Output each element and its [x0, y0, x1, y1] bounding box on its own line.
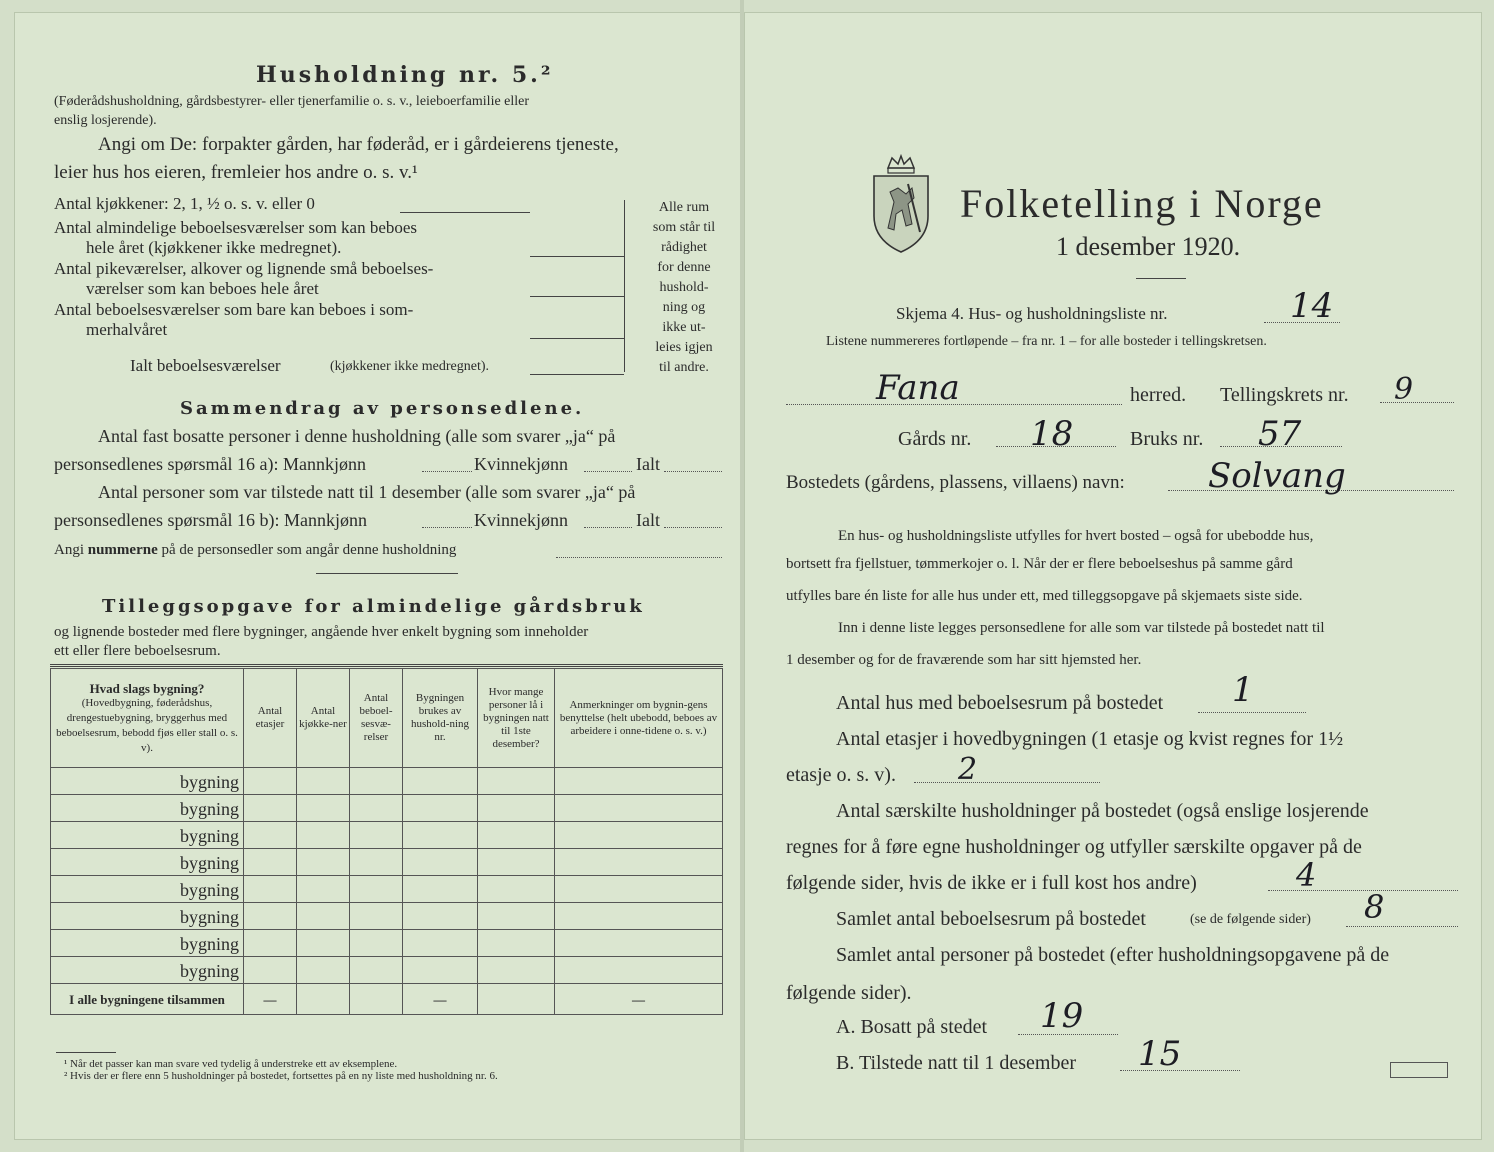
- total-persons[interactable]: [478, 984, 555, 1015]
- building-rooms-cell[interactable]: [350, 849, 403, 876]
- present-total-field[interactable]: [664, 527, 722, 528]
- building-household-no-cell[interactable]: [403, 903, 478, 930]
- herred-value: Fana: [876, 368, 960, 408]
- building-rooms-cell[interactable]: [350, 768, 403, 795]
- rooms-total-value: 8: [1364, 888, 1385, 926]
- building-remarks-cell[interactable]: [555, 957, 723, 984]
- summer-rooms-question-a: Antal beboelsesværelser som bare kan beboes i som-: [54, 300, 414, 319]
- building-row: [51, 822, 723, 849]
- building-persons-cell[interactable]: [478, 795, 555, 822]
- total-rooms-note: (kjøkkener ikke medregnet).: [330, 359, 489, 374]
- building-kitchens-cell[interactable]: [297, 849, 350, 876]
- rooms-question-b: hele året (kjøkkener ikke medregnet).: [86, 238, 342, 257]
- building-row: [51, 768, 723, 795]
- angi-line-2: leier hus hos eieren, fremleier hos andre o. s. v.¹: [54, 162, 418, 183]
- building-floors-cell[interactable]: [244, 795, 297, 822]
- table-total-row: [51, 984, 723, 1015]
- resident-value: 19: [1040, 996, 1084, 1036]
- building-remarks-cell[interactable]: [555, 930, 723, 957]
- supplement-heading: Tilleggsopgave for almindelige gårdsbruk: [102, 596, 645, 617]
- info-para-5: 1 desember og for de fraværende som har sitt hjemsted her.: [786, 652, 1142, 668]
- building-persons-cell[interactable]: [478, 903, 555, 930]
- building-row: [51, 849, 723, 876]
- list-number-value: 14: [1290, 286, 1334, 326]
- info-para-3: utfylles bare én liste for alle hus under ett, med tilleggsopgave på skjemaets siste side.: [786, 588, 1303, 604]
- building-persons-cell[interactable]: [478, 768, 555, 795]
- present-female-field[interactable]: [584, 527, 632, 528]
- total-kitchens[interactable]: [297, 984, 350, 1015]
- resident-total-label: Ialt: [636, 454, 660, 474]
- building-rooms-cell[interactable]: [350, 876, 403, 903]
- present-value: 15: [1138, 1034, 1182, 1074]
- side-note-line: for denne: [657, 260, 711, 275]
- building-floors-cell[interactable]: [244, 849, 297, 876]
- side-note-line: hushold-: [659, 280, 709, 295]
- maid-rooms-answer-line[interactable]: [530, 296, 624, 297]
- building-rooms-cell[interactable]: [350, 903, 403, 930]
- building-kitchens-cell[interactable]: [297, 822, 350, 849]
- maid-rooms-question-b: værelser som kan beboes hele året: [86, 279, 319, 298]
- tellingskrets-value: 9: [1394, 372, 1414, 407]
- summer-rooms-question-b: merhalvåret: [86, 320, 168, 339]
- form-date: 1 desember 1920.: [1056, 232, 1241, 261]
- building-row-label[interactable]: bygning: [51, 822, 244, 849]
- total-rooms[interactable]: [350, 984, 403, 1015]
- rooms-brace: [624, 200, 637, 372]
- footnote-1: ¹ Når det passer kan man svare ved tydelig å understreke ett av eksemplene.: [64, 1058, 398, 1070]
- col-kitchens: Antal kjøkke-ner: [297, 669, 350, 768]
- side-note-line: rådighet: [661, 240, 707, 255]
- present-total-label: Ialt: [636, 510, 660, 530]
- floors-label-1: Antal etasjer i hovedbygningen (1 etasje og kvist regnes for 1½: [836, 728, 1344, 750]
- household-intro-2: enslig losjerende).: [54, 113, 157, 128]
- building-household-no-cell[interactable]: [403, 876, 478, 903]
- printer-stamp: [1390, 1062, 1448, 1078]
- floors-label-2: etasje o. s. v).: [786, 764, 896, 786]
- floors-value: 2: [958, 752, 978, 787]
- households-label-1: Antal særskilte husholdninger på bostedet (også enslige losjerende: [836, 800, 1369, 822]
- households-label-2: regnes for å føre egne husholdninger og utfyller særskilte opgaver på de: [786, 836, 1362, 858]
- building-kitchens-cell[interactable]: [297, 876, 350, 903]
- side-note-line: som står til: [652, 220, 716, 235]
- resident-count-line-a: Antal fast bosatte personer i denne husholdning (alle som svarer „ja“ på: [98, 426, 616, 446]
- building-household-no-cell[interactable]: [403, 822, 478, 849]
- building-row: [51, 957, 723, 984]
- building-persons-cell[interactable]: [478, 930, 555, 957]
- bosted-value: Solvang: [1208, 456, 1346, 496]
- table-top-rule: [50, 664, 723, 667]
- building-row: [51, 795, 723, 822]
- present-label: B. Tilstede natt til 1 desember: [836, 1052, 1076, 1074]
- building-kitchens-cell[interactable]: [297, 795, 350, 822]
- building-row-label[interactable]: bygning: [51, 930, 244, 957]
- bruks-label: Bruks nr.: [1130, 428, 1204, 450]
- resident-label: A. Bosatt på stedet: [836, 1016, 988, 1038]
- households-value: 4: [1296, 856, 1317, 894]
- building-rooms-cell[interactable]: [350, 795, 403, 822]
- form-title: Folketelling i Norge: [960, 181, 1324, 226]
- building-row-label[interactable]: bygning: [51, 876, 244, 903]
- total-household-no: —: [403, 984, 478, 1015]
- building-persons-cell[interactable]: [478, 957, 555, 984]
- building-remarks-cell[interactable]: [555, 903, 723, 930]
- rooms-answer-line[interactable]: [530, 256, 624, 257]
- bosted-label: Bostedets (gårdens, plassens, villaens) navn:: [786, 472, 1125, 493]
- present-female-label: Kvinnekjønn: [474, 510, 568, 530]
- side-note-line: Alle rum: [658, 200, 710, 215]
- floors-field[interactable]: [914, 782, 1100, 783]
- building-row-label[interactable]: bygning: [51, 768, 244, 795]
- total-label: I alle bygningene tilsammen: [51, 984, 244, 1015]
- gards-label: Gårds nr.: [898, 428, 972, 450]
- side-note-line: ikke ut-: [662, 320, 706, 335]
- building-rooms-cell[interactable]: [350, 822, 403, 849]
- building-persons-cell[interactable]: [478, 822, 555, 849]
- building-persons-cell[interactable]: [478, 849, 555, 876]
- building-row-label[interactable]: bygning: [51, 849, 244, 876]
- present-count-line-a: Antal personer som var tilstede natt til 1 desember (alle som svarer „ja“ på: [98, 482, 636, 502]
- col-household-no: Bygningen brukes av hushold-ning nr.: [403, 669, 478, 768]
- resident-female-label: Kvinnekjønn: [474, 454, 568, 474]
- building-household-no-cell[interactable]: [403, 768, 478, 795]
- summer-rooms-answer-line[interactable]: [530, 338, 624, 339]
- present-count-line-b: personsedlenes spørsmål 16 b): Mannkjønn: [54, 510, 367, 530]
- schema-label: Skjema 4. Hus- og husholdningsliste nr.: [896, 304, 1168, 323]
- building-kitchens-cell[interactable]: [297, 930, 350, 957]
- building-row: [51, 876, 723, 903]
- tellingskrets-field[interactable]: [1380, 402, 1454, 403]
- gards-value: 18: [1030, 414, 1074, 454]
- resident-total-field[interactable]: [664, 471, 722, 472]
- building-remarks-cell[interactable]: [555, 849, 723, 876]
- info-para-2: bortsett fra fjellstuer, tømmerkojer o. l. Når der er flere beboelseshus på samme gård: [786, 556, 1293, 572]
- angi-line-1: Angi om De: forpakter gården, har føderåd, er i gårdeierens tjeneste,: [98, 134, 619, 155]
- building-row: [51, 903, 723, 930]
- building-household-no-cell[interactable]: [403, 930, 478, 957]
- building-floors-cell[interactable]: [244, 822, 297, 849]
- total-rooms-answer-line[interactable]: [530, 374, 624, 375]
- title-rule: [1136, 278, 1186, 279]
- building-remarks-cell[interactable]: [555, 822, 723, 849]
- building-row-label[interactable]: bygning: [51, 795, 244, 822]
- col-remarks: Anmerkninger om bygnin-gens benyttelse (helt ubebodd, beboes av arbeidere i onne-tidene o. s. v.): [555, 669, 723, 768]
- person-numbers-field[interactable]: [556, 557, 722, 558]
- building-floors-cell[interactable]: [244, 930, 297, 957]
- building-rooms-cell[interactable]: [350, 957, 403, 984]
- persons-label-2: følgende sider).: [786, 982, 912, 1004]
- maid-rooms-question-a: Antal pikeværelser, alkover og lignende små beboelses-: [54, 259, 434, 278]
- rooms-total-label: Samlet antal beboelsesrum på bostedet: [836, 908, 1146, 930]
- col-persons: Hvor mange personer lå i bygningen natt til 1ste desember?: [478, 669, 555, 768]
- person-numbers-label: Angi nummerne på de personsedler som angår denne husholdning: [54, 542, 457, 558]
- persons-label-1: Samlet antal personer på bostedet (efter husholdningsopgavene på de: [836, 944, 1390, 966]
- building-household-no-cell[interactable]: [403, 849, 478, 876]
- building-floors-cell[interactable]: [244, 768, 297, 795]
- building-household-no-cell[interactable]: [403, 957, 478, 984]
- col-floors: Antal etasjer: [244, 669, 297, 768]
- building-row-label[interactable]: bygning: [51, 957, 244, 984]
- rooms-total-field[interactable]: [1346, 926, 1458, 927]
- info-para-1: En hus- og husholdningsliste utfylles for hvert bosted – også for ubebodde hus,: [838, 528, 1314, 544]
- bruks-value: 57: [1258, 414, 1302, 454]
- summary-heading: Sammendrag av personsedlene.: [180, 398, 585, 419]
- household-intro: (Føderådshusholdning, gårdsbestyrer- eller tjenerfamilie o. s. v., leieboerfamilie eller: [54, 94, 530, 109]
- footnote-2: ² Hvis der er flere enn 5 husholdninger på bostedet, fortsettes på en ny liste med husholdning nr. 6.: [64, 1070, 498, 1082]
- building-row: [51, 930, 723, 957]
- building-row-label[interactable]: bygning: [51, 903, 244, 930]
- coat-of-arms-icon: [862, 154, 940, 254]
- side-note-line: til andre.: [659, 360, 709, 375]
- building-remarks-cell[interactable]: [555, 876, 723, 903]
- building-remarks-cell[interactable]: [555, 768, 723, 795]
- building-kitchens-cell[interactable]: [297, 903, 350, 930]
- side-note-line: leies igjen: [655, 340, 713, 355]
- building-floors-cell[interactable]: [244, 903, 297, 930]
- resident-count-line-b: personsedlenes spørsmål 16 a): Mannkjønn: [54, 454, 366, 474]
- col-rooms: Antal beboel-sesvæ-relser: [350, 669, 403, 768]
- supplement-text-1: og lignende bosteder med flere bygninger, angående hver enkelt bygning som inneholder: [54, 624, 589, 640]
- households-label-3: følgende sider, hvis de ikke er i full kost hos andre): [786, 872, 1197, 894]
- herred-label: herred.: [1130, 384, 1187, 406]
- col-building-type: Hvad slags bygning? (Hovedbygning, føderådshus, drengestuebygning, bryggerhus med beboelsesrum, bebodd fjøs eller stall o. s. v).: [51, 669, 244, 768]
- rooms-question-a: Antal almindelige beboelsesværelser som kan beboes: [54, 218, 418, 237]
- total-floors: —: [244, 984, 297, 1015]
- houses-field[interactable]: [1198, 712, 1306, 713]
- building-kitchens-cell[interactable]: [297, 957, 350, 984]
- building-floors-cell[interactable]: [244, 876, 297, 903]
- info-para-4: Inn i denne liste legges personsedlene for alle som var tilstede på bostedet natt til: [838, 620, 1325, 636]
- page-fold: [740, 0, 744, 1152]
- building-remarks-cell[interactable]: [555, 795, 723, 822]
- houses-label: Antal hus med beboelsesrum på bostedet: [836, 692, 1164, 714]
- building-floors-cell[interactable]: [244, 957, 297, 984]
- total-rooms-label: Ialt beboelsesværelser: [130, 356, 281, 375]
- footnote-rule: [56, 1052, 116, 1053]
- building-rooms-cell[interactable]: [350, 930, 403, 957]
- building-kitchens-cell[interactable]: [297, 768, 350, 795]
- total-remarks: —: [555, 984, 723, 1015]
- table-header-row: [51, 669, 723, 768]
- houses-value: 1: [1232, 670, 1254, 710]
- resident-male-field[interactable]: [422, 471, 472, 472]
- kitchens-question: Antal kjøkkener: 2, 1, ½ o. s. v. eller 0: [54, 194, 315, 213]
- supplement-text-2: ett eller flere beboelsesrum.: [54, 643, 221, 659]
- tellingskrets-label: Tellingskrets nr.: [1220, 384, 1349, 406]
- section-divider: [316, 573, 458, 574]
- numbering-note: Listene nummereres fortløpende – fra nr. 1 – for alle bosteder i tellingskretsen.: [826, 334, 1267, 349]
- buildings-table: [50, 668, 723, 1015]
- side-note-line: ning og: [662, 300, 706, 315]
- resident-female-field[interactable]: [584, 471, 632, 472]
- present-male-field[interactable]: [422, 527, 472, 528]
- kitchens-answer-line[interactable]: [400, 212, 530, 213]
- rooms-side-note: [644, 198, 724, 378]
- building-persons-cell[interactable]: [478, 876, 555, 903]
- household-heading: Husholdning nr. 5.²: [256, 62, 554, 88]
- building-household-no-cell[interactable]: [403, 795, 478, 822]
- rooms-total-note: (se de følgende sider): [1190, 912, 1311, 927]
